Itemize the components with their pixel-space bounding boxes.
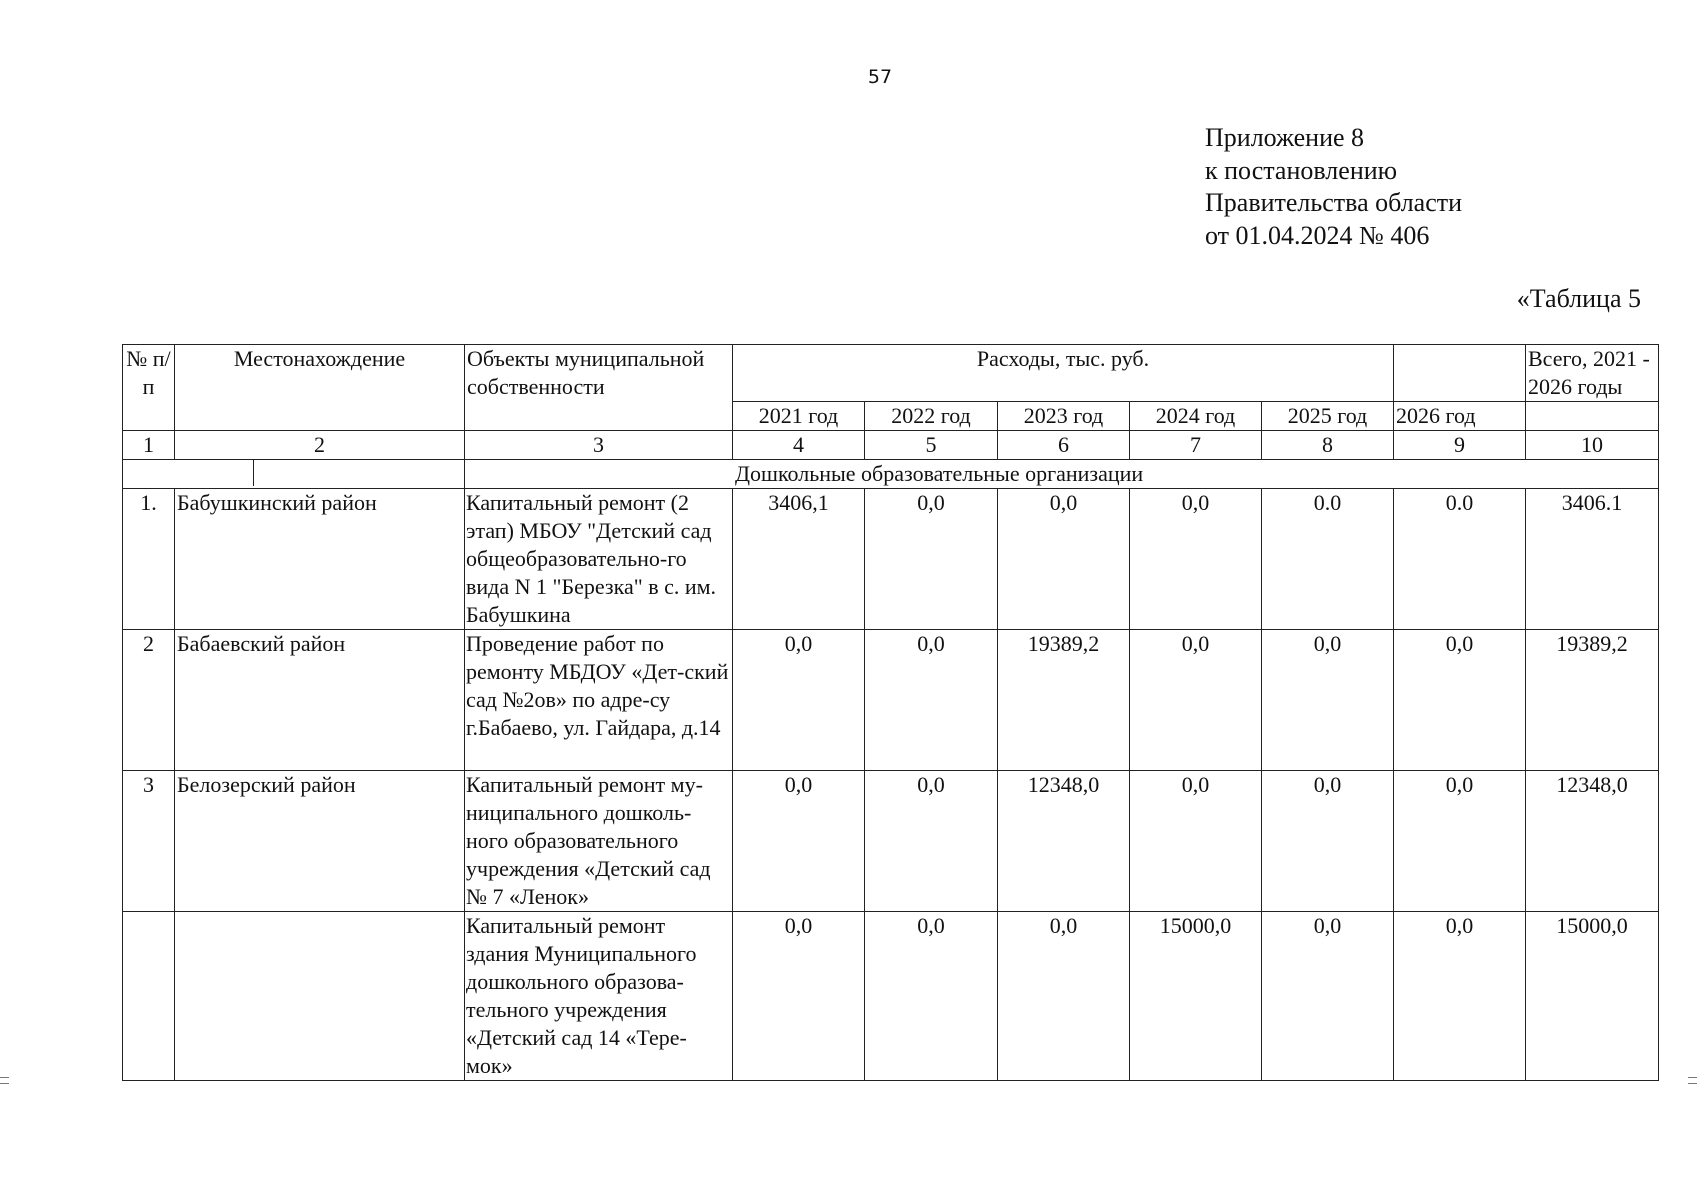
- section-row: [123, 460, 1659, 489]
- column-number: 7: [1130, 431, 1262, 460]
- row-value-2021: 0,0: [733, 771, 865, 912]
- row-value-total: 12348,0: [1526, 771, 1659, 912]
- row-object: Проведение работ по ремонту МБДОУ «Дет-ский сад №2ов» по адре-су г.Бабаево, ул. Гайдара, д.14: [465, 630, 733, 771]
- row-value-2022: 0,0: [865, 489, 998, 630]
- row-num: [123, 912, 175, 1081]
- header-year-2023: 2023 год: [998, 402, 1130, 431]
- header-year-2025: 2025 год: [1262, 402, 1394, 431]
- scan-edge-mark: [0, 1077, 9, 1078]
- row-location: [175, 912, 465, 1081]
- row-value-2021: 0,0: [733, 630, 865, 771]
- header-total: Всего, 2021 - 2026 годы: [1526, 345, 1659, 402]
- row-value-total: 3406.1: [1526, 489, 1659, 630]
- table-row: [123, 630, 1659, 771]
- appendix-line-4: от 01.04.2024 № 406: [1205, 220, 1430, 250]
- row-value-2024: 15000,0: [1130, 912, 1262, 1081]
- row-value-2023: 19389,2: [998, 630, 1130, 771]
- row-value-2023: 0,0: [998, 489, 1130, 630]
- row-value-2025: 0,0: [1262, 630, 1394, 771]
- header-row: [123, 345, 1659, 402]
- header-year-2021: 2021 год: [733, 402, 865, 431]
- row-num: 2: [123, 630, 175, 771]
- column-number: 3: [465, 431, 733, 460]
- scan-edge-mark: [0, 1083, 9, 1084]
- section-title: Дошкольные образовательные организации: [465, 460, 1659, 489]
- row-object: Капитальный ремонт му-ниципального дошколь-ного образовательного учреждения «Детский сад № 7 «Ленок»: [465, 771, 733, 912]
- header-year-2022: 2022 год: [865, 402, 998, 431]
- column-number: 9: [1394, 431, 1526, 460]
- section-left-cell: [123, 460, 465, 489]
- column-number: 4: [733, 431, 865, 460]
- row-value-2022: 0,0: [865, 771, 998, 912]
- appendix-line-2: к постановлению: [1205, 155, 1398, 185]
- appendix-block: [1205, 122, 1462, 252]
- appendix-line-3: Правительства области: [1205, 188, 1463, 217]
- row-value-2026: 0,0: [1394, 912, 1526, 1081]
- column-number: 2: [175, 431, 465, 460]
- table-row: [123, 771, 1659, 912]
- column-number-row: [123, 431, 1659, 460]
- row-location: Бабушкинский район: [175, 489, 465, 630]
- row-value-2021: 0,0: [733, 912, 865, 1081]
- row-object: Капитальный ремонт (2 этап) МБОУ "Детский сад общеобразовательно-го вида N 1 "Березка" в с. им. Бабушкина: [465, 489, 733, 630]
- row-value-2025: 0,0: [1262, 771, 1394, 912]
- row-value-total: 15000,0: [1526, 912, 1659, 1081]
- row-location: Белозерский район: [175, 771, 465, 912]
- header-total-blank: [1526, 402, 1659, 431]
- row-value-2021: 3406,1: [733, 489, 865, 630]
- row-num: 3: [123, 771, 175, 912]
- column-number: 5: [865, 431, 998, 460]
- column-number: 8: [1262, 431, 1394, 460]
- row-value-2026: 0,0: [1394, 630, 1526, 771]
- column-number: 10: [1526, 431, 1659, 460]
- page-number: 57: [867, 66, 893, 88]
- row-value-2024: 0,0: [1130, 630, 1262, 771]
- appendix-line-1: Приложение 8: [1205, 123, 1365, 152]
- header-location: Местонахождение: [175, 345, 465, 431]
- column-number: 1: [123, 431, 175, 460]
- row-value-2022: 0,0: [865, 912, 998, 1081]
- row-num: 1.: [123, 489, 175, 630]
- row-value-2024: 0,0: [1130, 489, 1262, 630]
- row-object: Капитальный ремонт здания Муниципального дошкольного образова-тельного учреждения «Детский сад 14 «Тере-мок»: [465, 912, 733, 1081]
- row-value-2026: 0,0: [1394, 771, 1526, 912]
- row-value-2025: 0,0: [1262, 912, 1394, 1081]
- table-row: [123, 912, 1659, 1081]
- scan-edge-mark: [1688, 1077, 1697, 1078]
- header-num: № п/п: [123, 345, 175, 431]
- row-value-2024: 0,0: [1130, 771, 1262, 912]
- column-number: 6: [998, 431, 1130, 460]
- row-value-2023: 12348,0: [998, 771, 1130, 912]
- row-value-2026: 0.0: [1394, 489, 1526, 630]
- scan-edge-mark: [1688, 1083, 1697, 1084]
- row-value-2022: 0,0: [865, 630, 998, 771]
- expenses-table: [122, 344, 1659, 1081]
- header-blank-cell: [1394, 345, 1526, 402]
- row-value-2025: 0.0: [1262, 489, 1394, 630]
- header-expenses: Расходы, тыс. руб.: [733, 345, 1394, 402]
- header-year-2026: 2026 год: [1394, 402, 1526, 431]
- table-caption: «Таблица 5: [1516, 284, 1641, 313]
- row-value-2023: 0,0: [998, 912, 1130, 1081]
- header-objects: Объекты муниципальной собственности: [465, 345, 733, 431]
- header-year-2024: 2024 год: [1130, 402, 1262, 431]
- table-row: [123, 489, 1659, 630]
- row-value-total: 19389,2: [1526, 630, 1659, 771]
- row-location: Бабаевский район: [175, 630, 465, 771]
